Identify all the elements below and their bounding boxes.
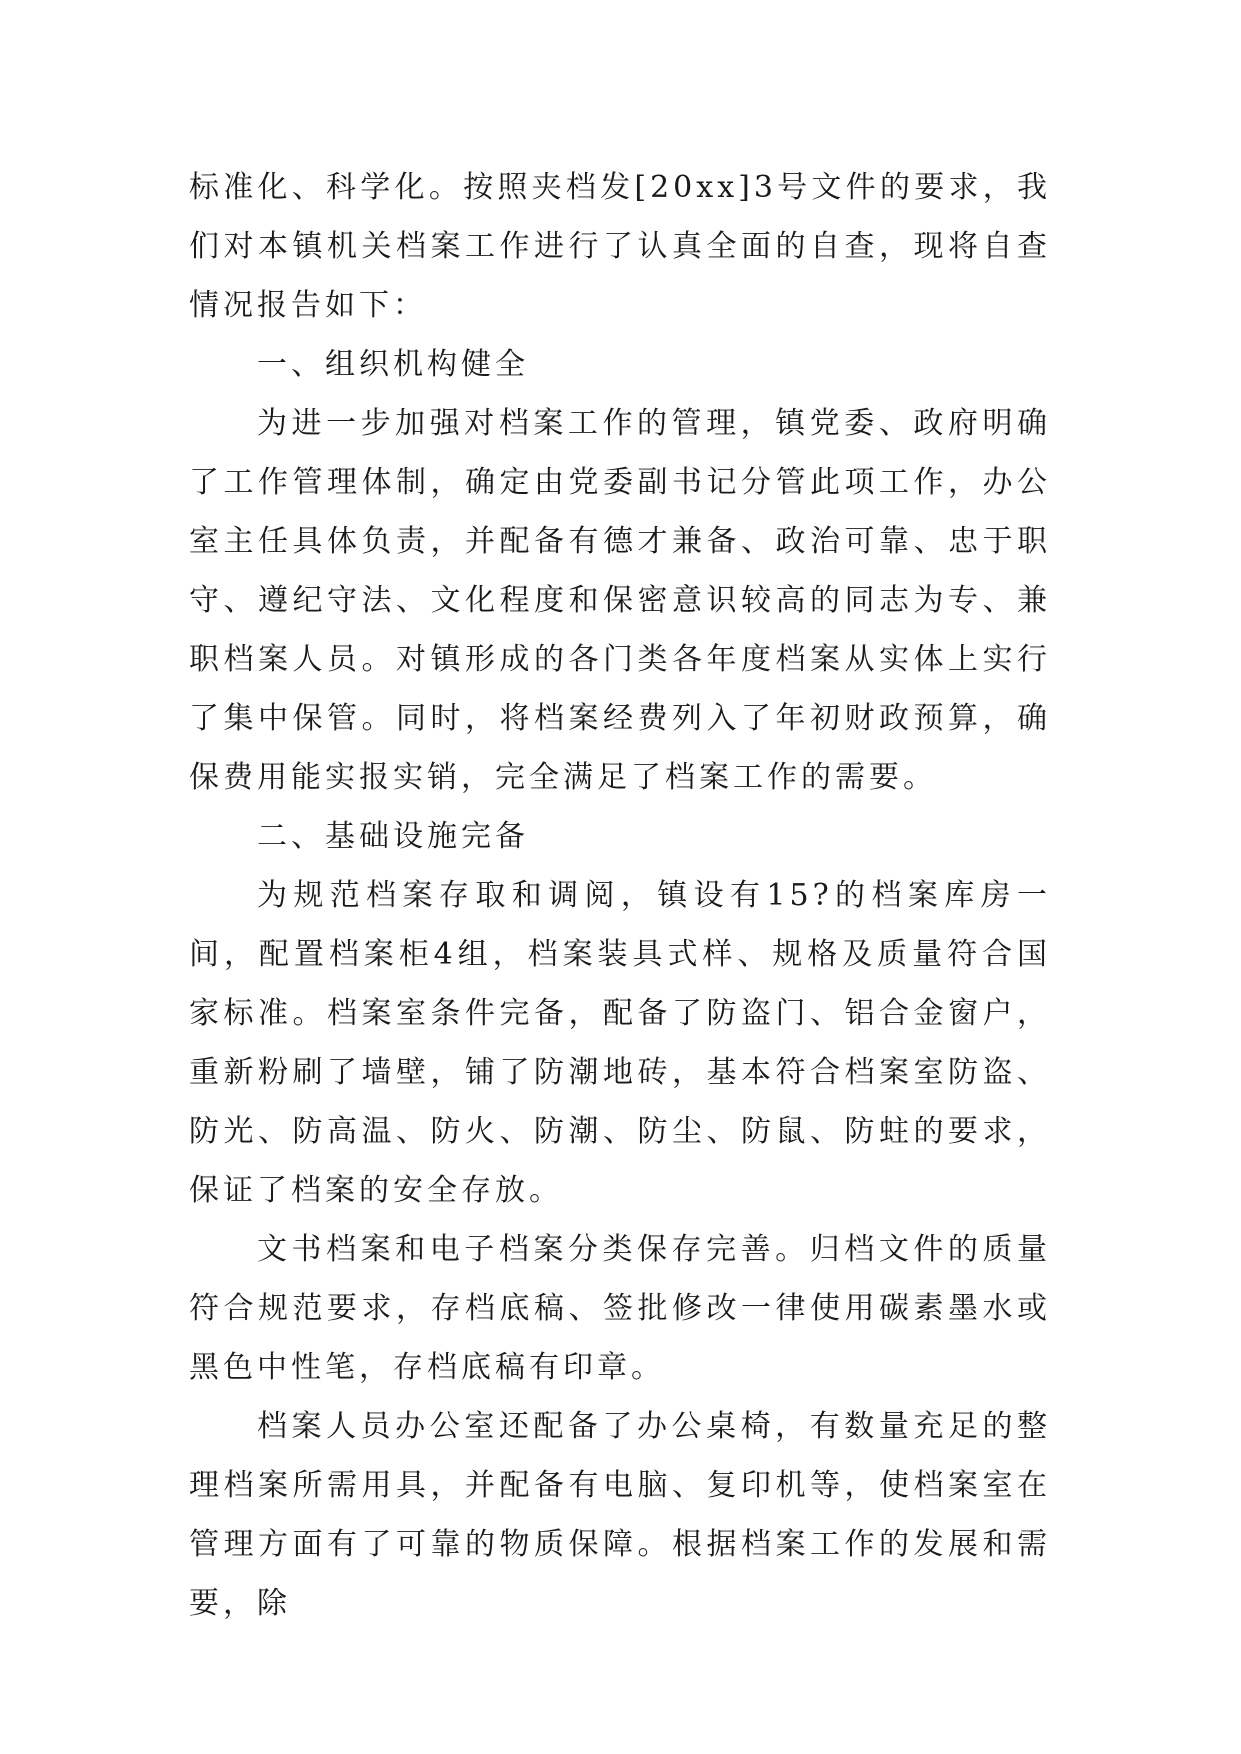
paragraph-facilities: 为规范档案存取和调阅，镇设有15?的档案库房一间，配置档案柜4组，档案装具式样、规格及质量符合国家标准。档案室条件完备，配备了防盗门、铝合金窗户，重新粉刷了墙壁，铺了防潮地砖，基本符合档案室防盗、防光、防高温、防火、防潮、防尘、防鼠、防蛀的要求，保证了档案的安全存放。: [189, 878, 1051, 1208]
section-heading-organization: 一、组织机构健全: [257, 347, 529, 382]
paragraph-intro-continuation: 标准化、科学化。按照夹档发[20xx]3号文件的要求，我们对本镇机关档案工作进行了认真全面的自查，现将自查情况报告如下：: [189, 170, 1051, 323]
paragraph-office-equipment: 档案人员办公室还配备了办公桌椅，有数量充足的整理档案所需用具，并配备有电脑、复印机等，使档案室在管理方面有了可靠的物质保障。根据档案工作的发展和需要，除: [189, 1409, 1051, 1621]
paragraph-archive-classification: 文书档案和电子档案分类保存完善。归档文件的质量符合规范要求，存档底稿、签批修改一律使用碳素墨水或黑色中性笔，存档底稿有印章。: [189, 1232, 1051, 1385]
section-heading-facilities: 二、基础设施完备: [257, 819, 529, 854]
document-body: [189, 158, 1051, 1633]
paragraph-organization: 为进一步加强对档案工作的管理，镇党委、政府明确了工作管理体制，确定由党委副书记分管此项工作，办公室主任具体负责，并配备有德才兼备、政治可靠、忠于职守、遵纪守法、文化程度和保密意识较高的同志为专、兼职档案人员。对镇形成的各门类各年度档案从实体上实行了集中保管。同时，将档案经费列入了年初财政预算，确保费用能实报实销，完全满足了档案工作的需要。: [189, 406, 1051, 795]
